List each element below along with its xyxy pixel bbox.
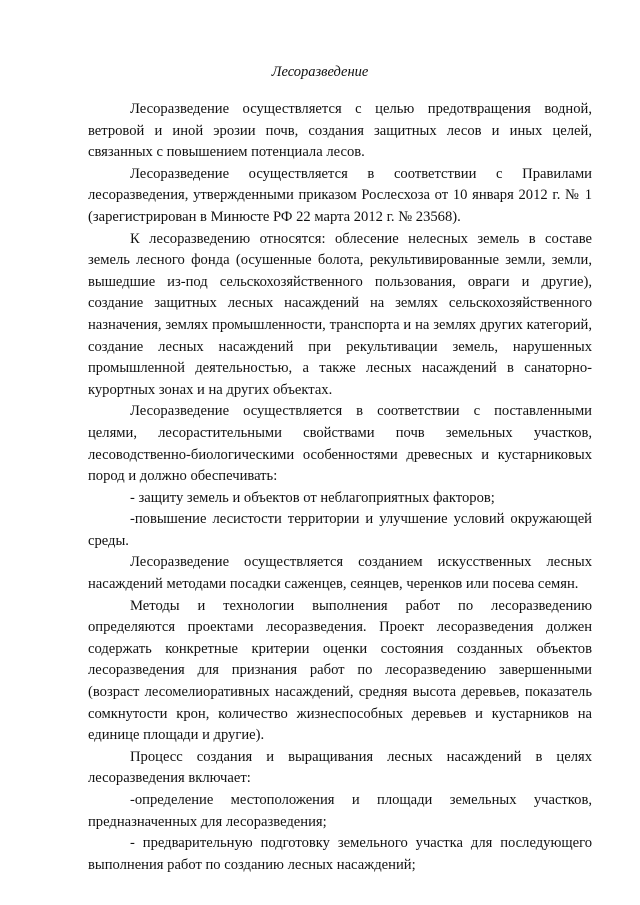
paragraph: К лесоразведению относятся: облесение нелесных земель в составе земель лесного фонда (осушенные болота, рекультивированные земли, земли, вышедшие из-под сельскохозяйственного пользования, овраги и другие), создание защитных лесных насаждений на землях сельскохозяйственного назначения, землях промышленности, транспорта и на землях других категорий, создание лесных насаждений при рекультивации земель, нарушенных промышленной деятельностью, а также лесных насаждений в санаторно-курортных зонах и на других объектах. (88, 230, 592, 398)
paragraph: Процесс создания и выращивания лесных насаждений в целях лесоразведения включает: (88, 748, 592, 787)
list-item: - защиту земель и объектов от неблагоприятных факторов; (130, 489, 495, 506)
document-body (88, 99, 592, 876)
paragraph: Лесоразведение осуществляется с целью предотвращения водной, ветровой и иной эрозии почв, создания защитных лесов и иных целей, связанных с повышением потенциала лесов. (88, 101, 592, 161)
paragraph: Лесоразведение осуществляется созданием искусственных лесных насаждений методами посадки саженцев, сеянцев, черенков или посева семян. (88, 554, 592, 593)
paragraph: Лесоразведение осуществляется в соответствии с поставленными целями, лесорастительными свойствами почв земельных участков, лесоводственно-биологическими особенностями древесных и кустарниковых пород и должно обеспечивать: (88, 403, 592, 485)
paragraph: Лесоразведение осуществляется в соответствии с Правилами лесоразведения, утвержденными приказом Рослесхоза от 10 января 2012 г. № 1 (зарегистрирован в Минюсте РФ 22 марта 2012 г. № 23568). (88, 165, 592, 225)
list-item: -определение местоположения и площади земельных участков, предназначенных для лесоразведения; (88, 792, 592, 830)
document-title: Лесоразведение (271, 64, 369, 80)
list-item: - предварительную подготовку земельного участка для последующего выполнения работ по созданию лесных насаждений; (88, 835, 592, 873)
paragraph: Методы и технологии выполнения работ по лесоразведению определяются проектами лесоразведения. Проект лесоразведения должен содержать конкретные критерии оценки состояния созданных объектов лесоразведения для признания работ по лесоразведению завершенными (возраст лесомелиоративных насаждений, средняя высота деревьев, показатель сомкнутости крон, количество жизнеспособных деревьев и кустарников на единице площади и другие). (88, 597, 592, 744)
list-item: -повышение лесистости территории и улучшение условий окружающей среды. (88, 511, 592, 549)
